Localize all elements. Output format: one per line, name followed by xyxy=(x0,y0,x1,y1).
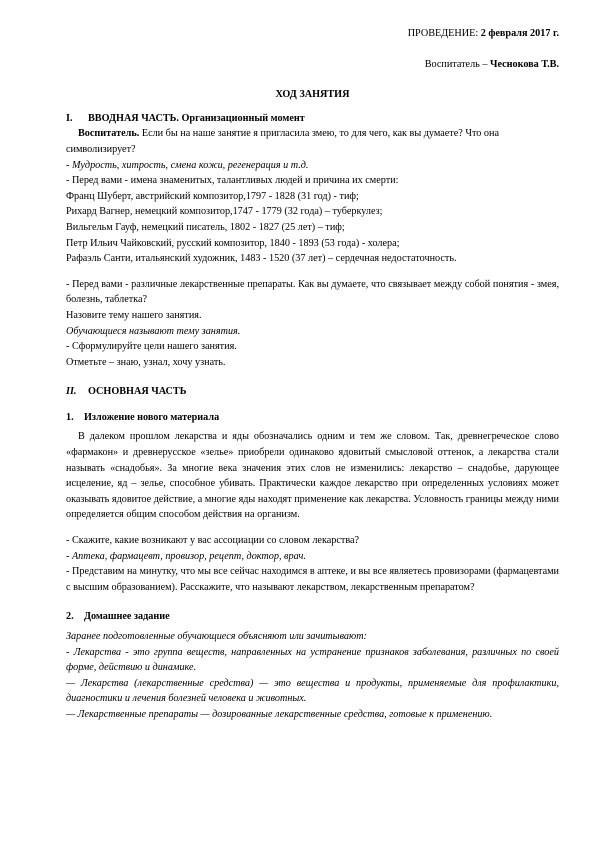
snake-answer: - Мудрость, хитрость, смена кожи, регенерация и т.д. xyxy=(66,159,309,171)
person-line: Вильгельм Гауф, немецкий писатель, 1802 - 1827 (25 лет) – тиф; xyxy=(66,221,345,233)
assoc-answer: - Аптека, фармацевт, провизор, рецепт, доктор, врач. xyxy=(66,550,306,562)
definition-item: - Лекарства - это группа веществ, направленных на устранение признаков заболевания, различных по своей форме, действию и динамике. xyxy=(66,646,559,674)
meds-question: - Перед вами - различные лекарственные препараты. Как вы думаете, что связывает между собой понятия - змея, болезнь, таблетка? xyxy=(66,278,559,306)
page-title: ХОД ЗАНЯТИЯ xyxy=(275,89,350,101)
goals-note: Отметьте – знаю, узнал, хочу узнать. xyxy=(66,356,226,368)
topic-answer: Обучающиеся называют тему занятия. xyxy=(66,325,241,337)
section2-number: II. xyxy=(66,386,77,398)
section2-heading-text: ОСНОВНАЯ ЧАСТЬ xyxy=(88,386,187,398)
spacer xyxy=(66,370,559,384)
teacher-label: Воспитатель – xyxy=(424,58,488,70)
subsection1-heading-text: Изложение нового материала xyxy=(84,411,220,423)
subsection2-heading-text: Домашнее задание xyxy=(84,611,170,623)
pharmacy-question: - Представим на минутку, что мы все сейчас находимся в аптеке, и вы все являетесь провизорами (фармацевтами с высшим образованием). Расскажите, что называют лекарством, лекарственным препаратом? xyxy=(66,566,559,593)
people-intro: - Перед вами - имена знаменитых, талантливых людей и причина их смерти: xyxy=(66,175,399,187)
goals-prompt: - Сформулируйте цели нашего занятия. xyxy=(66,341,237,353)
date-line xyxy=(66,26,559,42)
spacer xyxy=(66,523,559,533)
person-line: Франц Шуберт, австрийский композитор,1797 - 1828 (31 год) - тиф; xyxy=(66,190,359,202)
subsection2-heading xyxy=(66,609,559,625)
document-header xyxy=(66,26,559,72)
section1-heading-text: ВВОДНАЯ ЧАСТЬ. Организационный момент xyxy=(88,112,305,124)
section1-number: I. xyxy=(66,112,73,124)
topic-prompt: Назовите тему нашего занятия. xyxy=(66,309,202,321)
assoc-question: - Скажите, какие возникают у вас ассоциации со словом лекарства? xyxy=(66,535,360,547)
date-value: 2 февраля 2017 г. xyxy=(480,28,559,39)
section1-heading xyxy=(66,111,559,127)
homework-intro: Заранее подготовленные обучающиеся объясняют или зачитывают: xyxy=(66,631,367,642)
section2-heading xyxy=(66,384,559,400)
spacer xyxy=(66,267,559,277)
speaker-label: Воспитатель. xyxy=(78,128,140,140)
person-line: Рафаэль Санти, итальянский художник, 1483 - 1520 (37 лет) – сердечная недостаточность. xyxy=(66,253,457,265)
history-paragraph: В далеком прошлом лекарства и яды обозначались одним и тем же словом. Так, древнегреческое слово «фармакон» и древнерусское «зелье» приобрели одинаково ядовитый смысловой оттенок, а лекарства стали называть «снадобья». За многие века значения этих слов не изменились: лекарство – снадобье, дарующее исцеление, яд – зелье, способное убивать. Практически каждое лекарство при определенных условиях может оказывать ядовитое действие, а многие яды находят применение как лекарства. Условность границы между ними определяется общим способом действия на организм. xyxy=(66,431,559,521)
subsection2-number: 2. xyxy=(66,611,74,623)
teacher-line xyxy=(66,57,559,73)
definition-item: — Лекарственные препараты — дозированные лекарственные средства, готовые к применению. xyxy=(66,708,493,720)
subsection1-number: 1. xyxy=(66,411,74,423)
definition-item: — Лекарства (лекарственные средства) — это вещества и продукты, применяемые для профилактики, диагностики и лечения болезней человека и животных. xyxy=(66,677,559,705)
teacher-question xyxy=(66,126,559,157)
teacher-name: Чеснокова Т.В. xyxy=(490,58,559,70)
subsection1-heading xyxy=(66,410,559,426)
snake-question: Если бы на наше занятие я пригласила змею, то для чего, как вы думаете? Что она символизирует? xyxy=(66,128,499,155)
spacer xyxy=(66,595,559,609)
person-line: Петр Ильич Чайковский, русский композитор, 1840 - 1893 (53 года) - холера; xyxy=(66,237,400,249)
date-label: ПРОВЕДЕНИЕ: xyxy=(407,28,479,39)
spacer xyxy=(66,400,559,410)
person-line: Рихард Вагнер, немецкий композитор,1747 - 1779 (32 года) – туберкулез; xyxy=(66,206,383,218)
